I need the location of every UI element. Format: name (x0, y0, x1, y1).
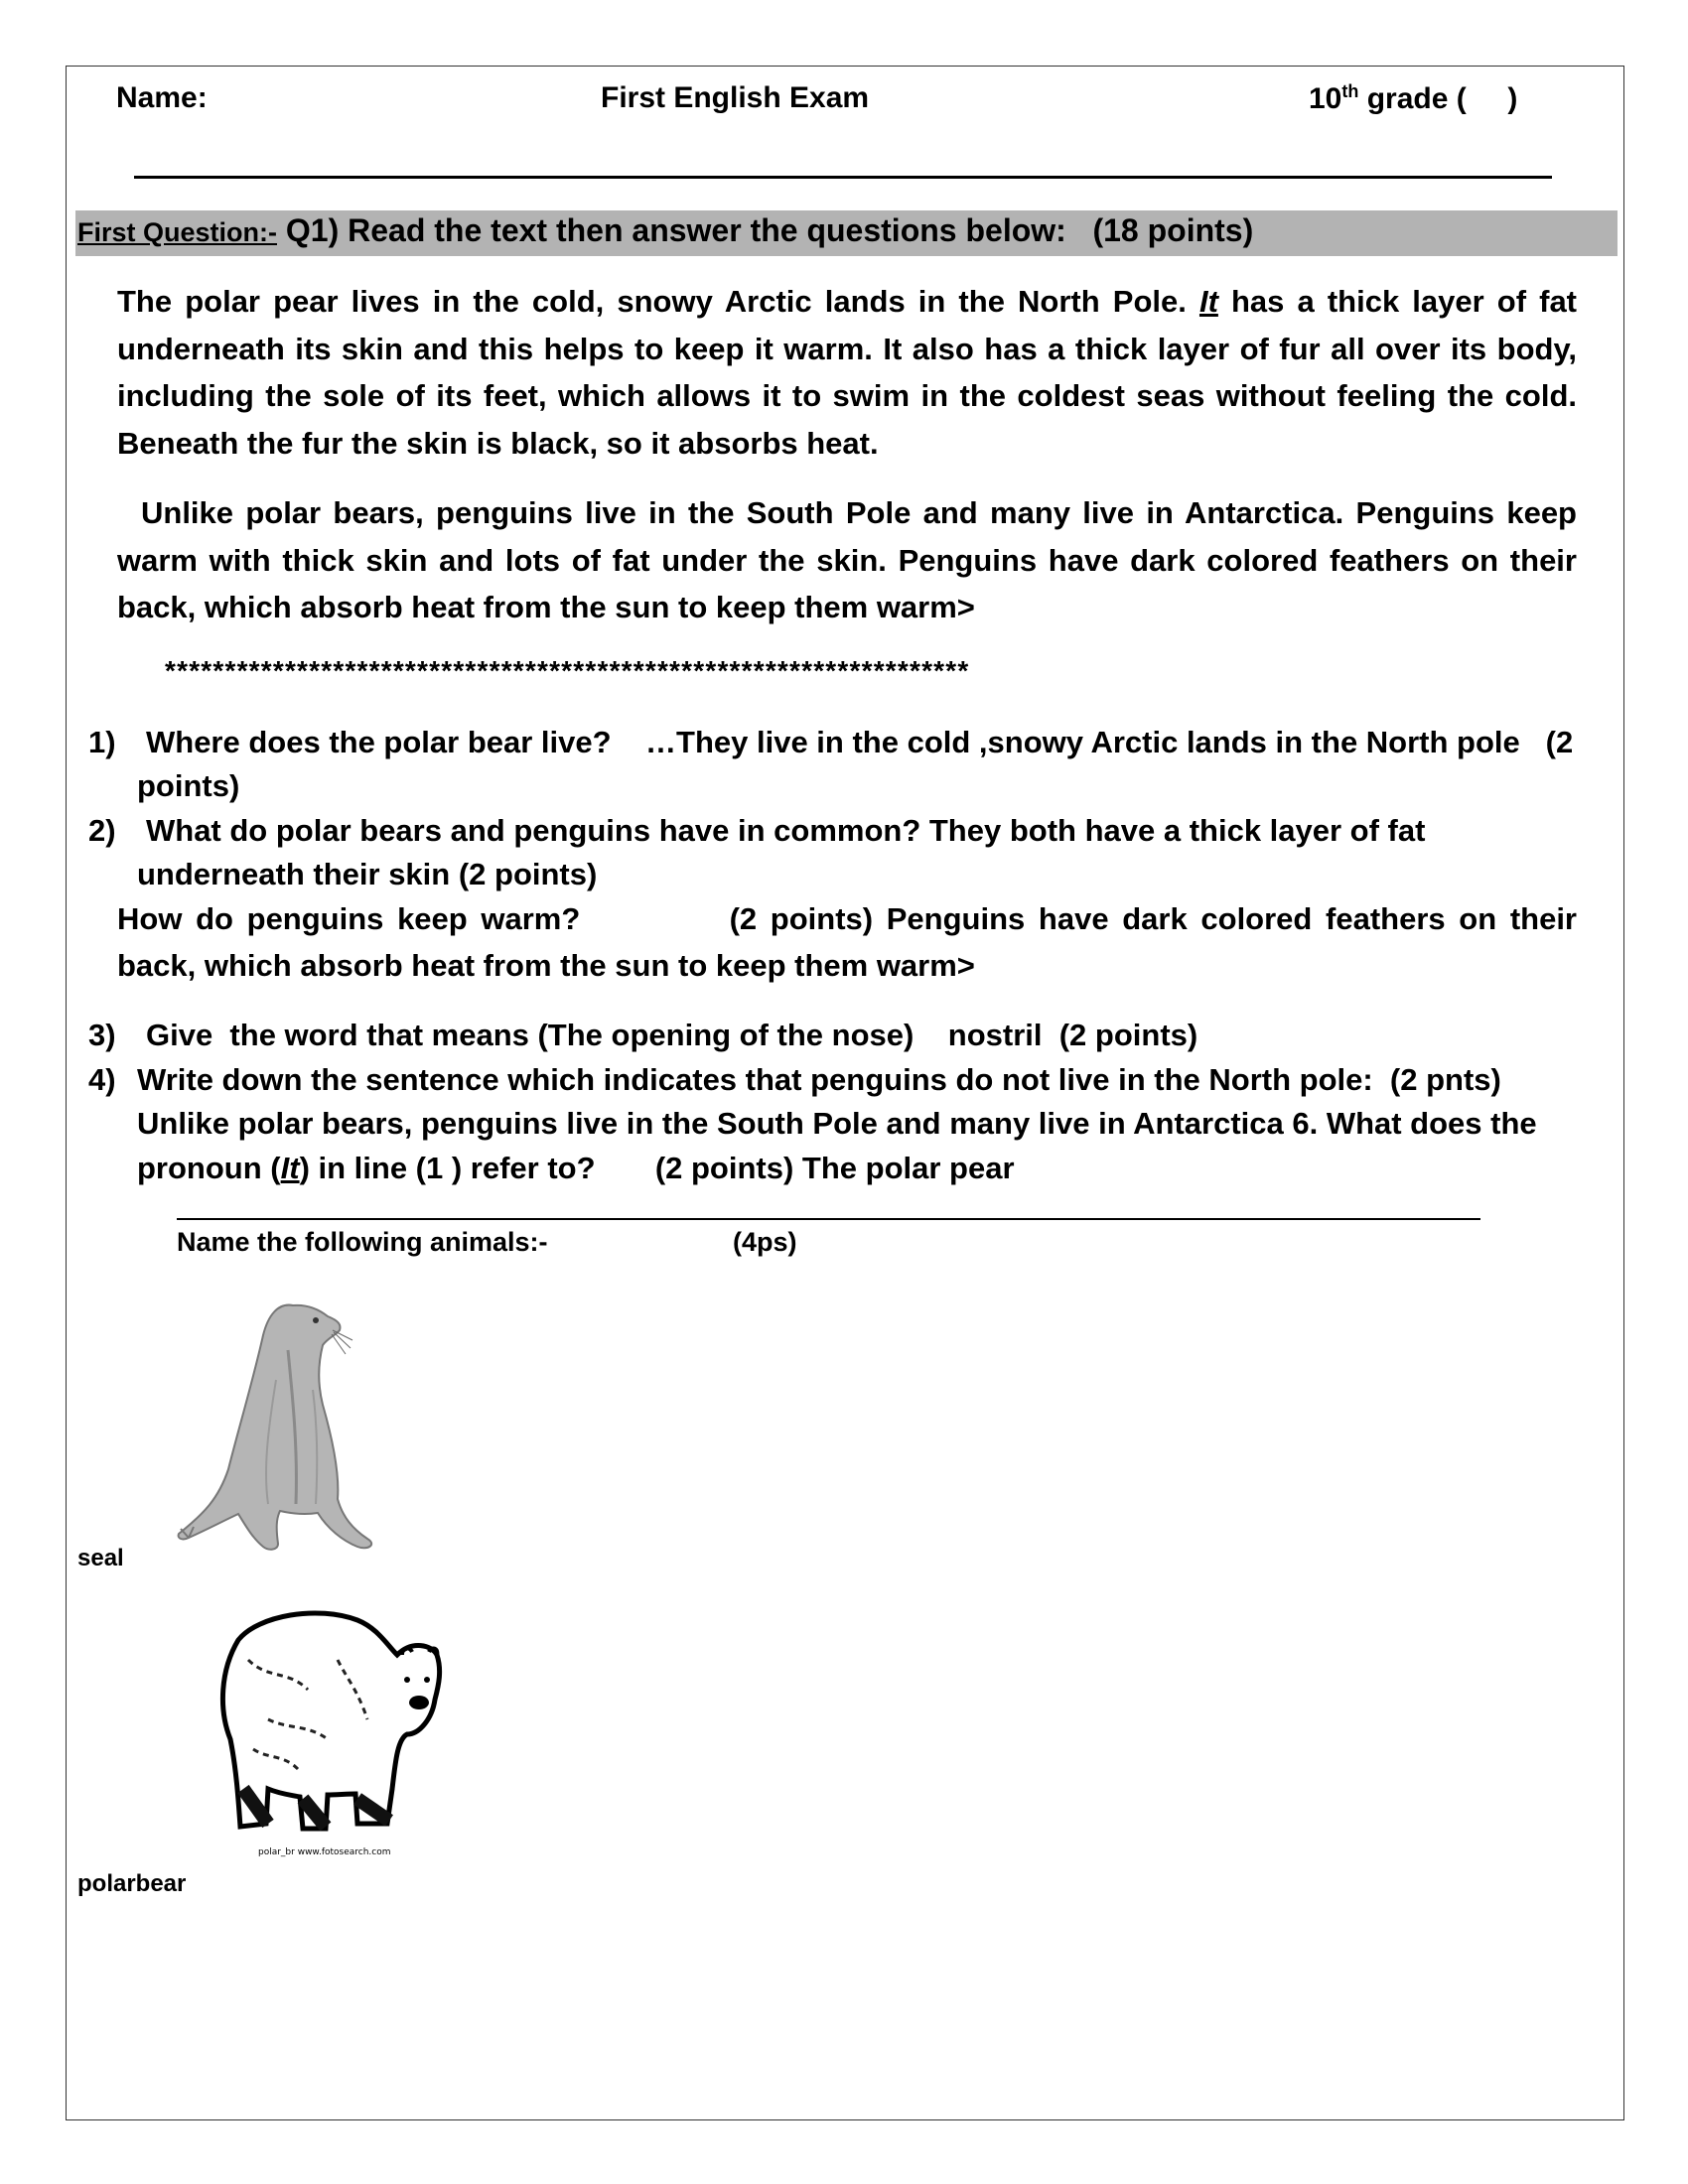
q2-text-cont: underneath their skin (2 points) (137, 857, 598, 891)
section-divider (177, 1218, 1480, 1220)
seal-image (169, 1291, 407, 1559)
q6-text: pronoun (It) in line (1 ) refer to? (2 points) The polar pear (137, 1151, 1015, 1185)
q-warm-text-cont: back, which absorb heat from the sun to keep them warm> (117, 948, 975, 983)
name-label: Name: (116, 81, 208, 114)
bear-watermark: polar_br www.fotosearch.com (258, 1847, 391, 1857)
q2-text: What do polar bears and penguins have in common? They both have a thick layer of fat (146, 813, 1426, 848)
exam-title: First English Exam (601, 81, 870, 114)
q-warm-text: How do penguins keep warm? (2 points) Penguins have dark colored feathers on their (117, 901, 1577, 936)
q3-number: 3) (88, 1018, 116, 1052)
q3-text: Give the word that means (The opening of the nose) nostril (2 points) (146, 1018, 1198, 1052)
grade-label: 10th grade ( ) (1309, 81, 1518, 115)
pronoun-it-reference: It (280, 1151, 300, 1185)
q1-text: Where does the polar bear live? …They live in the cold ,snowy Arctic lands in the North pole (2 (146, 725, 1574, 759)
q4-number: 4) (88, 1062, 116, 1097)
polarbear-caption: polarbear (77, 1870, 187, 1897)
passage-paragraph-2: Unlike polar bears, penguins live in the South Pole and many live in Antarctica. Penguins keep warm with thick skin and lots of fat under the skin. Penguins have dark colored feathers on their back, which absorb heat from the sun to keep them warm> (117, 495, 1577, 624)
q4-text: Write down the sentence which indicates that penguins do not live in the North pole: (2 pnts) (137, 1062, 1501, 1097)
q1-text-cont: points) (137, 768, 240, 803)
pronoun-it: It (1198, 284, 1218, 319)
header-divider (134, 176, 1552, 179)
q2-number: 2) (88, 813, 116, 848)
seal-caption: seal (77, 1545, 124, 1571)
animals-points: (4ps) (733, 1227, 797, 1257)
q4-text-cont: Unlike polar bears, penguins live in the South Pole and many live in Antarctica 6. What does the (137, 1106, 1537, 1141)
animals-instruction: Name the following animals:- (177, 1227, 548, 1257)
question-heading: First Question:- Q1) Read the text then answer the questions below: (18 points) (77, 212, 1254, 248)
passage-paragraph-1: The polar pear lives in the cold, snowy Arctic lands in the North Pole. It has a thick layer of fat underneath its skin and this helps to keep it warm. It also has a thick layer of fur all over its body, including the sole of its feet, which allows it to swim in the coldest seas without feeling the cold. Beneath the fur the skin is black, so it absorbs heat. (117, 284, 1578, 461)
star-separator: ******************************************************************* (165, 655, 970, 686)
q1-number: 1) (88, 725, 116, 759)
polar-bear-image (209, 1600, 447, 1858)
